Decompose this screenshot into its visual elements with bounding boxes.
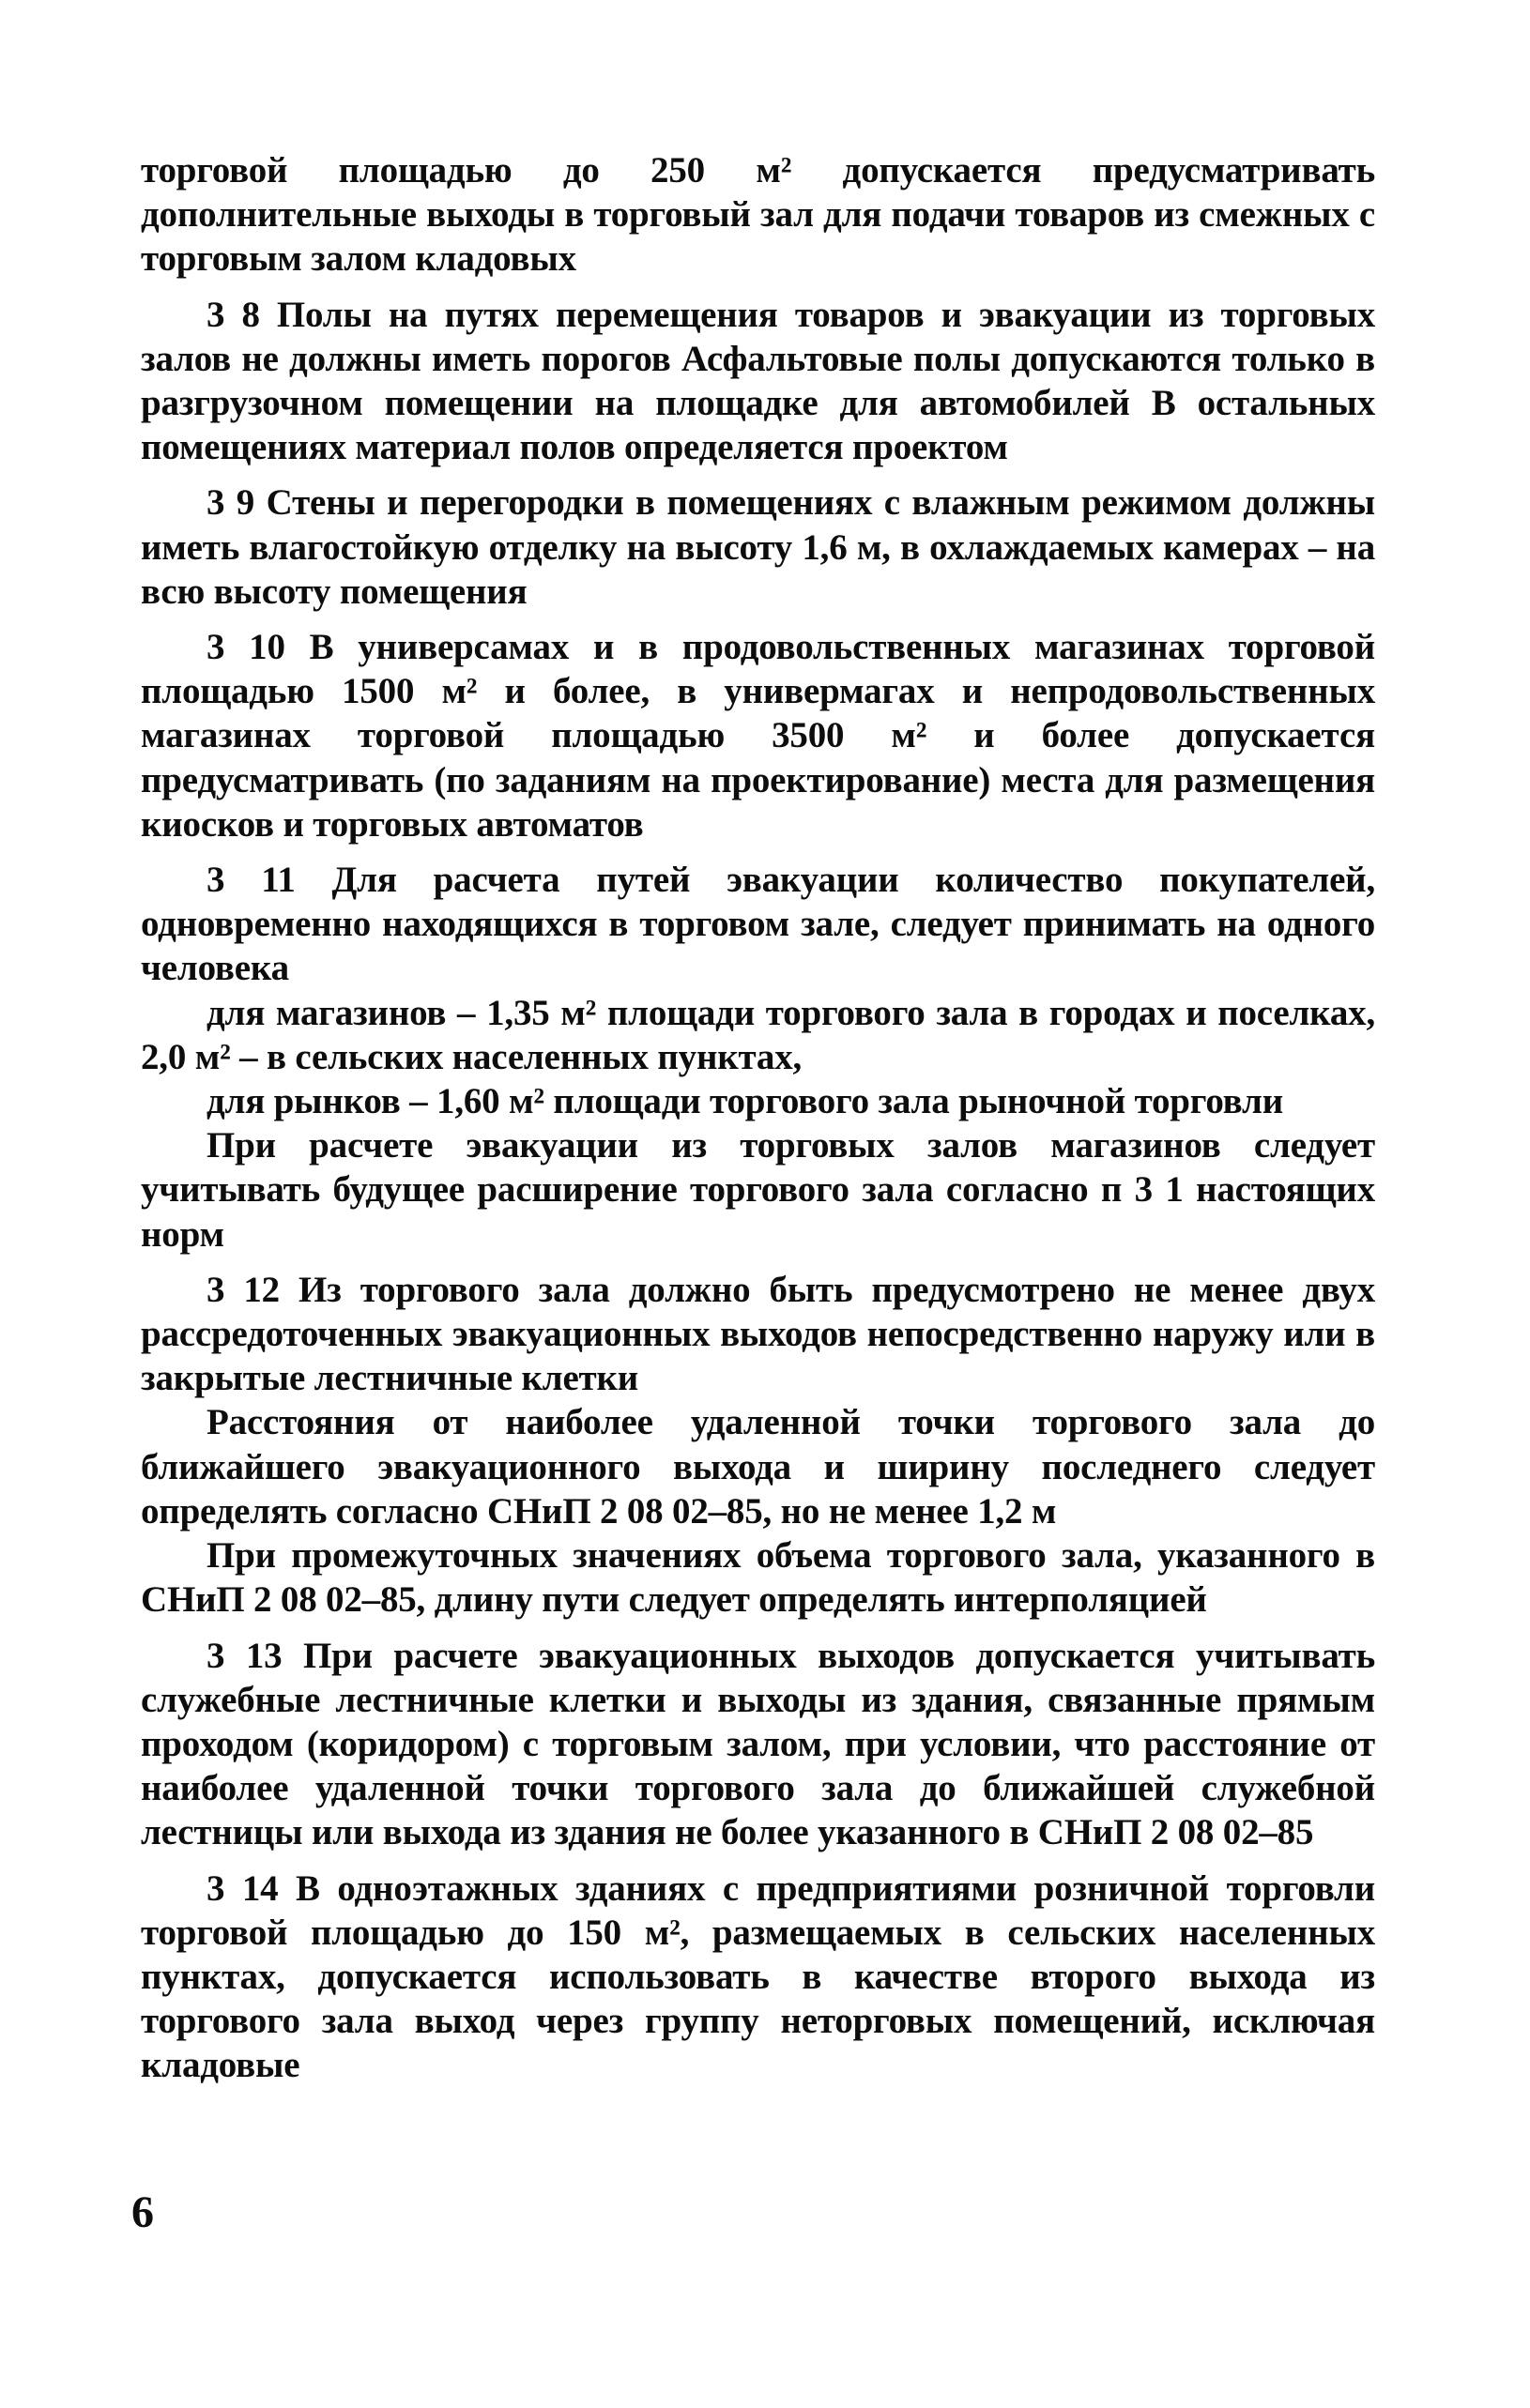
paragraph-3-12: 3 12 Из торгового зала должно быть предусмотрено не менее двух рассредоточенных эвакуационных выходов непосредственно наружу или в закрытые лестничные клетки: [141, 1269, 1375, 1399]
paragraph-3-12-distance: Расстояния от наиболее удаленной точки торгового зала до ближайшего эвакуационного выхода и ширину последнего следует определять согласно СНиП 2 08 02–85, но не менее 1,2 м: [141, 1402, 1375, 1532]
paragraph-3-12-interpolation: При промежуточных значениях объема торгового зала, указанного в СНиП 2 08 02–85, длину пути следует определять интерполяцией: [141, 1535, 1375, 1621]
paragraph-3-11-shops: для магазинов – 1,35 м² площади торгового зала в городах и поселках, 2,0 м² – в сельских населенных пунктах,: [141, 992, 1375, 1077]
paragraph-3-11-markets: для рынков – 1,60 м² площади торгового зала рыночной торговли: [207, 1081, 1283, 1122]
paragraph-3-8: 3 8 Полы на путях перемещения товаров и эвакуации из торговых залов не должны иметь порогов Асфальтовые полы допускаются только в разгрузочном помещении на площадке для автомобилей В остальных помещениях материал полов определяется проектом: [141, 294, 1375, 468]
paragraph-intro: торговой площадью до 250 м² допускается предусматривать дополнительные выходы в торговый зал для подачи товаров из смежных с торговым залом кладовых: [141, 150, 1375, 280]
paragraph-3-14: 3 14 В одноэтажных зданиях с предприятиями розничной торговли торговой площадью до 150 м², размещаемых в сельских населенных пунктах, допускается использовать в качестве второго выхода из торгового зала выход через группу неторговых помещений, исключая кладовые: [141, 1867, 1375, 2086]
paragraph-3-9: 3 9 Стены и перегородки в помещениях с влажным режимом должны иметь влагостойкую отделку на высоту 1,6 м, в охлаждаемых камерах – на всю высоту помещения: [141, 482, 1375, 612]
paragraph-3-11-expansion: При расчете эвакуации из торговых залов магазинов следует учитывать будущее расширение торгового зала согласно п 3 1 настоящих норм: [141, 1125, 1375, 1255]
paragraph-3-11: 3 11 Для расчета путей эвакуации количество покупателей, одновременно находящихся в торговом зале, следует принимать на одного человека: [141, 860, 1375, 989]
paragraph-3-10: 3 10 В универсамах и в продовольственных магазинах торговой площадью 1500 м² и более, в универмагах и непродовольственных магазинах торговой площадью 3500 м² и более допускается предусматривать (по заданиям на проектирование) места для размещения киосков и торговых автоматов: [141, 627, 1375, 845]
paragraph-3-13: 3 13 При расчете эвакуационных выходов допускается учитывать служебные лестничные клетки и выходы из здания, связанные прямым проходом (коридором) с торговым залом, при условии, что расстояние от наиболее удаленной точки торгового зала до ближайшей служебной лестницы или выхода из здания не более указанного в СНиП 2 08 02–85: [141, 1635, 1375, 1853]
page-number: 6: [131, 2187, 154, 2237]
page-body: [141, 148, 1375, 2099]
